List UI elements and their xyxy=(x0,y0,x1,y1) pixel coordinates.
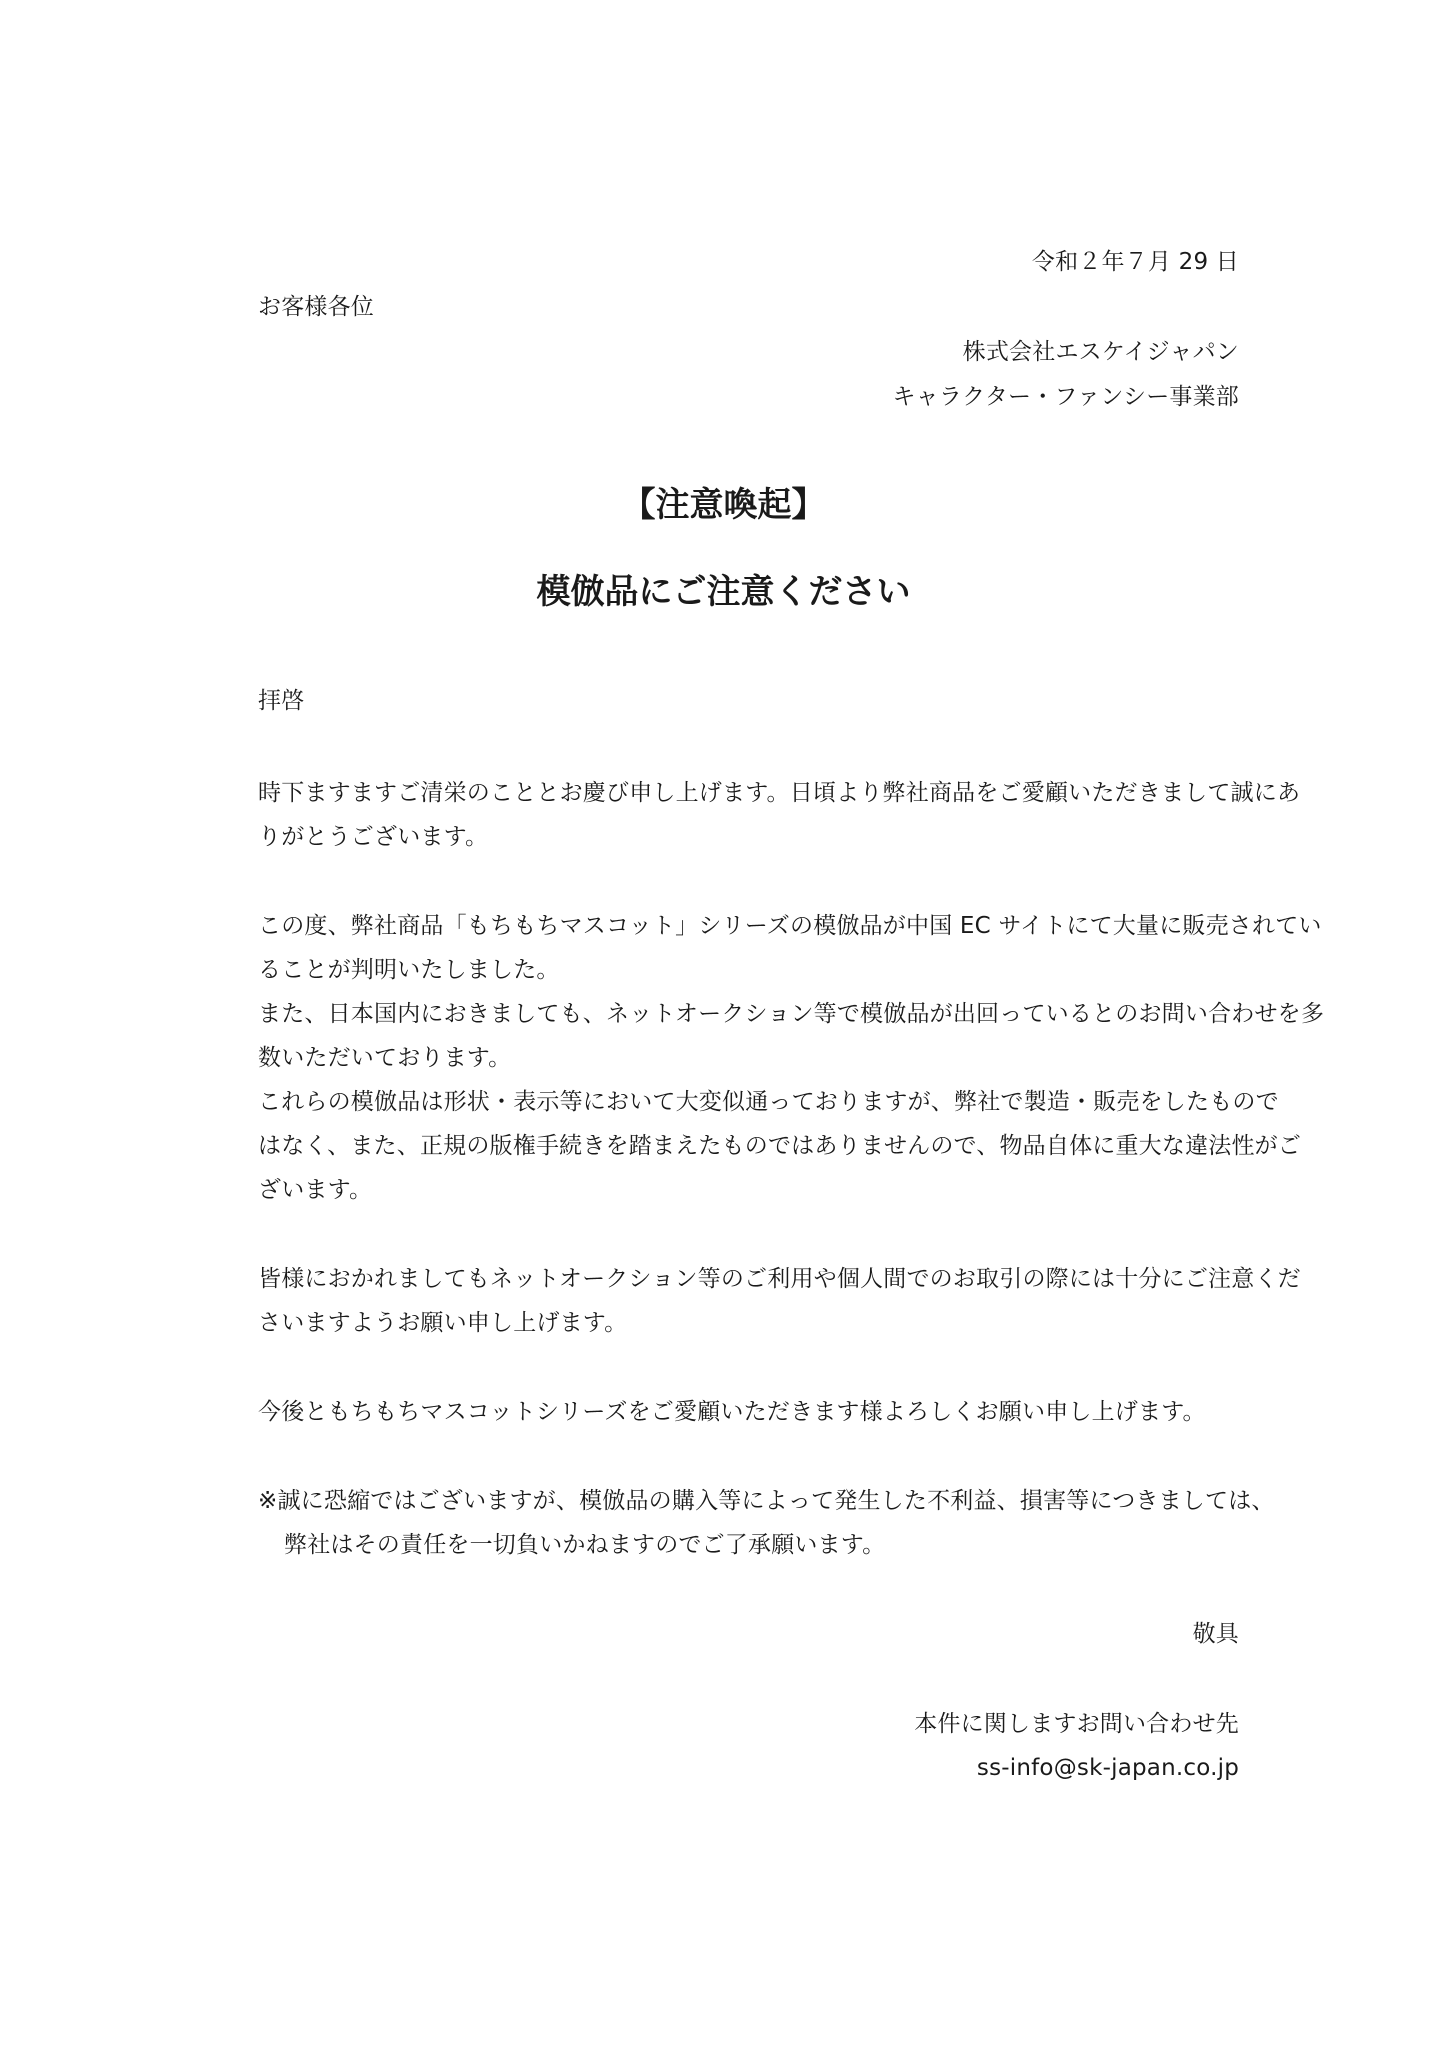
paragraph-1-line-1: 時下ますますご清栄のこととお慶び申し上げます。日頃より弊社商品をご愛顧いただきまして誠にあ xyxy=(258,780,1301,806)
note-line-1: ※誠に恐縮ではございますが、模倣品の購入等によって発生した不利益、損害等につきましては、 xyxy=(258,1488,1275,1514)
letter-date: 令和２年７月 29 日 xyxy=(1031,249,1239,275)
paragraph-2-line-4: 数いただいております。 xyxy=(258,1045,512,1071)
paragraph-2-line-2: ることが判明いたしました。 xyxy=(258,957,560,983)
recipient: お客様各位 xyxy=(258,294,374,320)
department-name: キャラクター・ファンシー事業部 xyxy=(892,384,1239,410)
paragraph-3-line-2: さいますようお願い申し上げます。 xyxy=(258,1310,628,1336)
contact-email[interactable]: ss-info@sk-japan.co.jp xyxy=(976,1755,1239,1781)
company-name: 株式会社エスケイジャパン xyxy=(962,339,1239,365)
note-line-2: 弊社はその責任を一切負いかねますのでご了承願います。 xyxy=(284,1532,886,1558)
paragraph-2-line-3: また、日本国内におきましても、ネットオークション等で模倣品が出回っているとのお問い合わせを多 xyxy=(258,1001,1325,1027)
paragraph-2-line-1: この度、弊社商品「もちもちマスコット」シリーズの模倣品が中国 EC サイトにて大量に販売されてい xyxy=(258,913,1322,939)
paragraph-2-line-5: これらの模倣品は形状・表示等において大変似通っておりますが、弊社で製造・販売をしたもので xyxy=(258,1089,1279,1115)
closing: 敬具 xyxy=(1192,1621,1239,1647)
page-title: 模倣品にご注意ください xyxy=(536,572,911,612)
paragraph-2-line-6: はなく、また、正規の版権手続きを踏まえたものではありませんので、物品自体に重大な違法性がご xyxy=(258,1133,1302,1159)
paragraph-1-line-2: りがとうございます。 xyxy=(258,824,489,850)
contact-label: 本件に関しますお問い合わせ先 xyxy=(914,1711,1239,1737)
notice-heading: 【注意喚起】 xyxy=(621,485,826,525)
salutation: 拝啓 xyxy=(258,688,305,714)
paragraph-3-line-1: 皆様におかれましてもネットオークション等のご利用や個人間でのお取引の際には十分にご注意くだ xyxy=(258,1266,1301,1292)
paragraph-2-line-7: ざいます。 xyxy=(258,1177,373,1203)
paragraph-4-line-1: 今後ともちもちマスコットシリーズをご愛顧いただきます様よろしくお願い申し上げます。 xyxy=(258,1399,1206,1425)
